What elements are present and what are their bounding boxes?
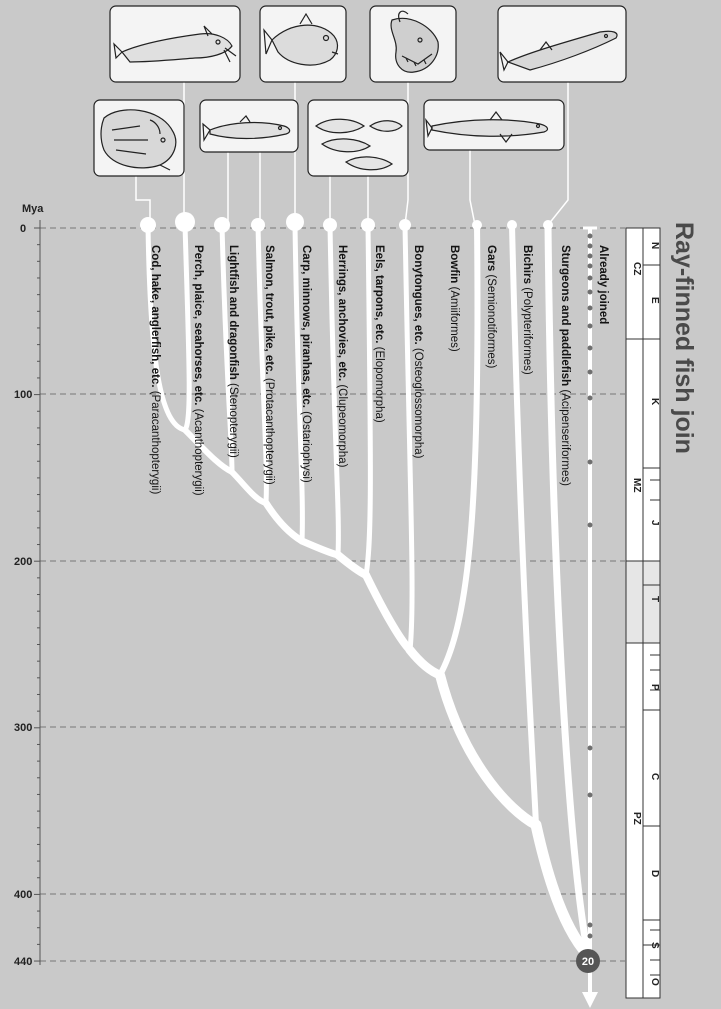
clade-label-osteoglossomorpha: Bonytongues, etc. (Osteoglossomorpha): [412, 245, 424, 459]
sturgeon-icon: [498, 6, 626, 82]
period-d: D: [649, 870, 660, 878]
era-mz: MZ: [631, 478, 642, 493]
clade-label-polypteriformes: Bichirs (Polypteriformes): [521, 245, 533, 375]
pike-icon: [200, 100, 298, 152]
clade-label-elopomorpha: Eels, tarpons, etc. (Elopomorpha): [373, 245, 385, 423]
clade-label-paracanthopterygii: Cod, hake, anglerfish, etc. (Paracanthopterygii): [149, 245, 161, 495]
clade-label-clupeomorpha: Herrings, anchovies, etc. (Clupeomorpha): [336, 245, 348, 468]
period-n: N: [649, 242, 660, 250]
period-e: E: [649, 297, 660, 304]
clade-label-protacanthopterygii: Salmon, trout, pike, etc. (Protacanthopterygii): [263, 245, 275, 485]
anchovies-icon: [308, 100, 408, 176]
period-p: P: [649, 684, 660, 691]
period-c: C: [649, 773, 660, 781]
period-j: J: [649, 520, 660, 526]
clade-labels: [149, 245, 609, 496]
tick-label-200: 200: [14, 556, 33, 568]
clade-label-acipenseriformes: Sturgeons and paddlefish (Acipenseriformes): [559, 245, 571, 486]
tick-label-440: 440: [14, 956, 33, 968]
rendezvous-label: Already joined: [597, 245, 609, 325]
period-o: O: [649, 978, 660, 986]
clade-label-stenopterygii: Lightfish and dragonfish (Stenopterygii): [227, 245, 239, 458]
page-title: Ray-finned fish join: [670, 222, 698, 454]
era-pz: PZ: [631, 812, 642, 825]
period-t: T: [649, 596, 660, 603]
era-cz: CZ: [631, 262, 642, 276]
clade-label-acanthopterygii: Perch, plaice, seahorses, etc. (Acanthopterygii): [192, 245, 204, 496]
tick-label-0: 0: [20, 223, 27, 235]
tick-label-400: 400: [14, 889, 33, 901]
axis-title: Mya: [22, 203, 44, 215]
tick-label-300: 300: [14, 722, 33, 734]
illustrations: [94, 6, 626, 176]
period-k: K: [649, 398, 660, 406]
piranha-icon: [260, 6, 346, 82]
clade-label-semionotiformes: Gars (Semionotiformes): [485, 245, 497, 369]
branch-tips: [140, 212, 553, 233]
catfish-icon: [110, 6, 240, 82]
rendezvous-marker: [576, 949, 600, 973]
gar-icon: [424, 100, 564, 150]
period-s: S: [649, 942, 660, 949]
rendezvous-number: 20: [581, 956, 595, 968]
geologic-time-scale: [626, 228, 660, 998]
anglerfish-icon: [370, 6, 456, 82]
clade-label-ostariophysi: Carp, minnows, piranhas, etc. (Ostariophysi): [300, 245, 312, 483]
time-axis: [14, 203, 44, 968]
clade-label-amiiformes: Bowfin (Amiiformes): [448, 245, 460, 352]
flatfish-icon: [94, 100, 184, 176]
tick-label-100: 100: [14, 389, 33, 401]
